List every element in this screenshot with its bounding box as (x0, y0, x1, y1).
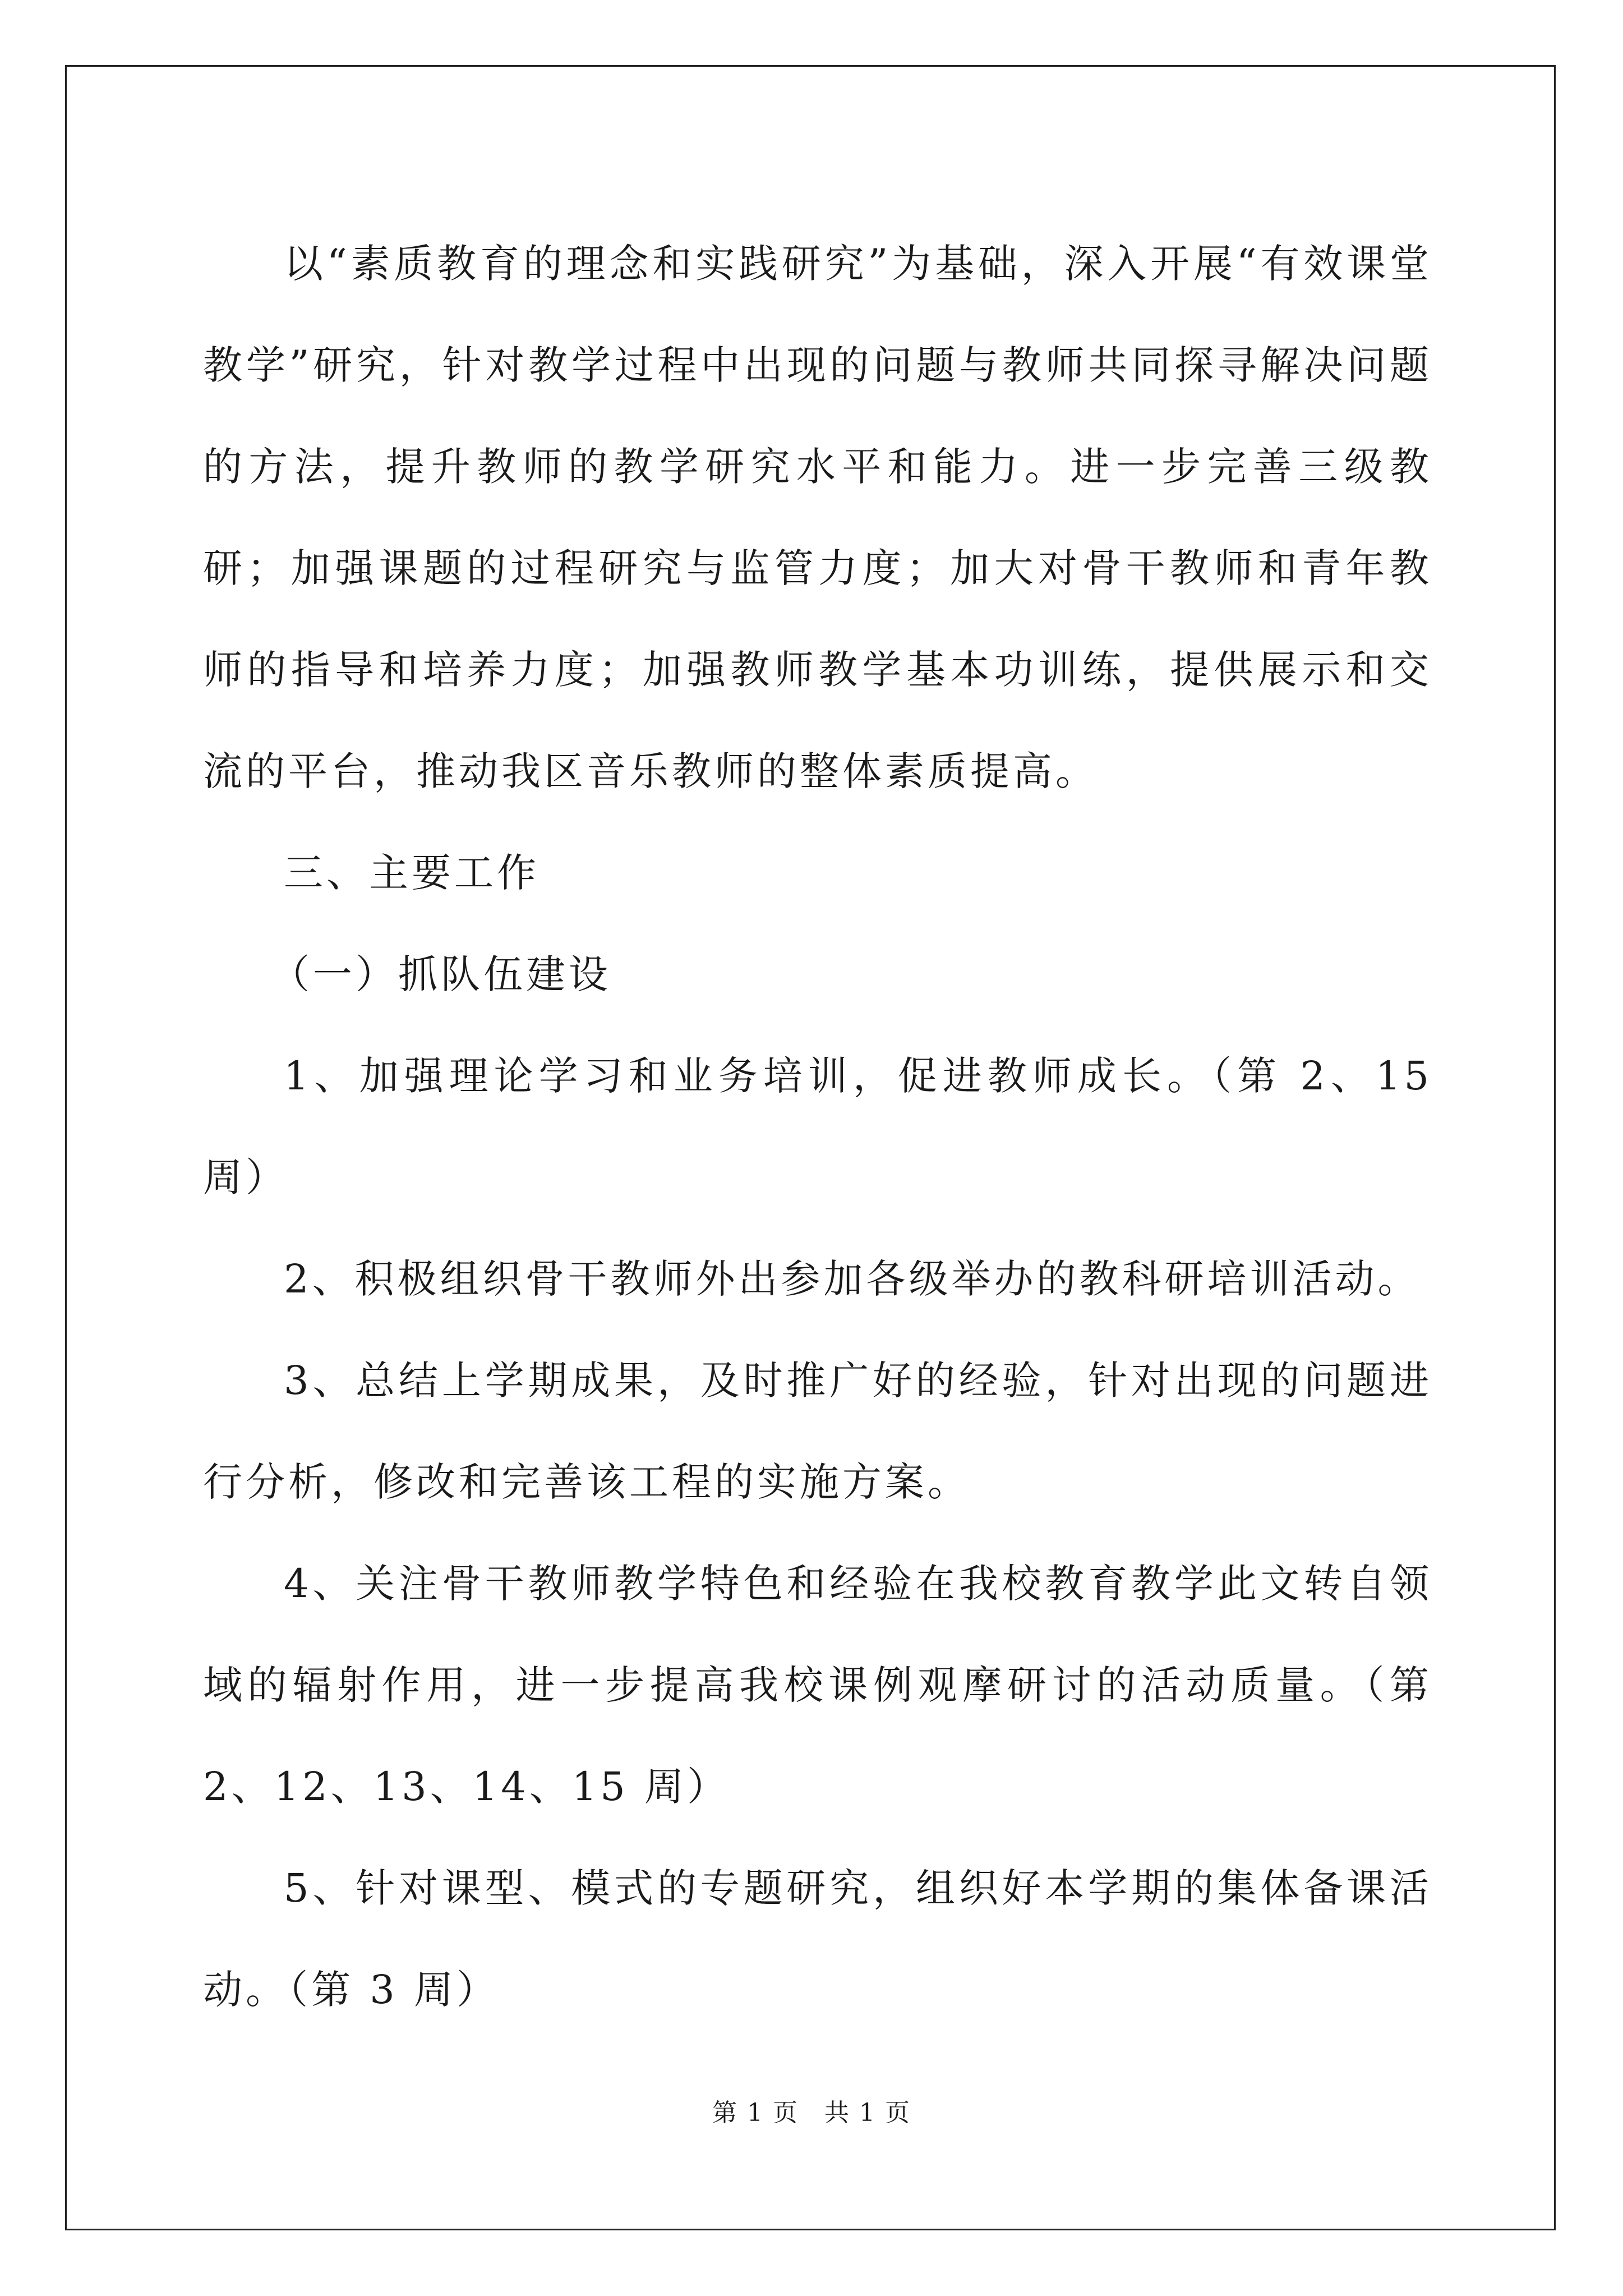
section-heading-main-work: 三、主要工作 (284, 850, 540, 896)
page-number-current: 第 1 页 (712, 2099, 799, 2127)
list-item: 1、加强理论学习和业务培训，促进教师成长。（第 2、15 周） (203, 1053, 1432, 1200)
list-item: 4、关注骨干教师教学特色和经验在我校教育教学此文转自领域的辐射作用，进一步提高我校课例观摩研讨的活动质量。（第 2、12、13、14、15 周） (203, 1561, 1432, 1810)
list-item: 2、积极组织骨干教师外出参加各级举办的教科研培训活动。 (284, 1256, 1421, 1302)
subsection-heading-team-building: （一）抓队伍建设 (270, 951, 611, 997)
list-item: 5、针对课型、模式的专题研究，组织好本学期的集体备课活动。（第 3 周） (203, 1865, 1432, 2013)
paragraph-intro: 以“素质教育的理念和实践研究”为基础，深入开展“有效课堂教学”研究，针对教学过程中出现的问题与教师共同探寻解决问题的方法，提升教师的教学研究水平和能力。进一步完善三级教研；加强课题的过程研究与监管力度；加大对骨干教师和青年教师的指导和培养力度；加强教师教学基本功训练，提供展示和交流的平台，推动我区音乐教师的整体素质提高。 (203, 241, 1432, 794)
list-item: 3、总结上学期成果，及时推广好的经验，针对出现的问题进行分析，修改和完善该工程的实施方案。 (203, 1358, 1432, 1505)
page-footer (0, 2092, 1623, 2128)
page-number-total: 共 1 页 (824, 2099, 911, 2127)
document-body (203, 213, 1432, 2041)
